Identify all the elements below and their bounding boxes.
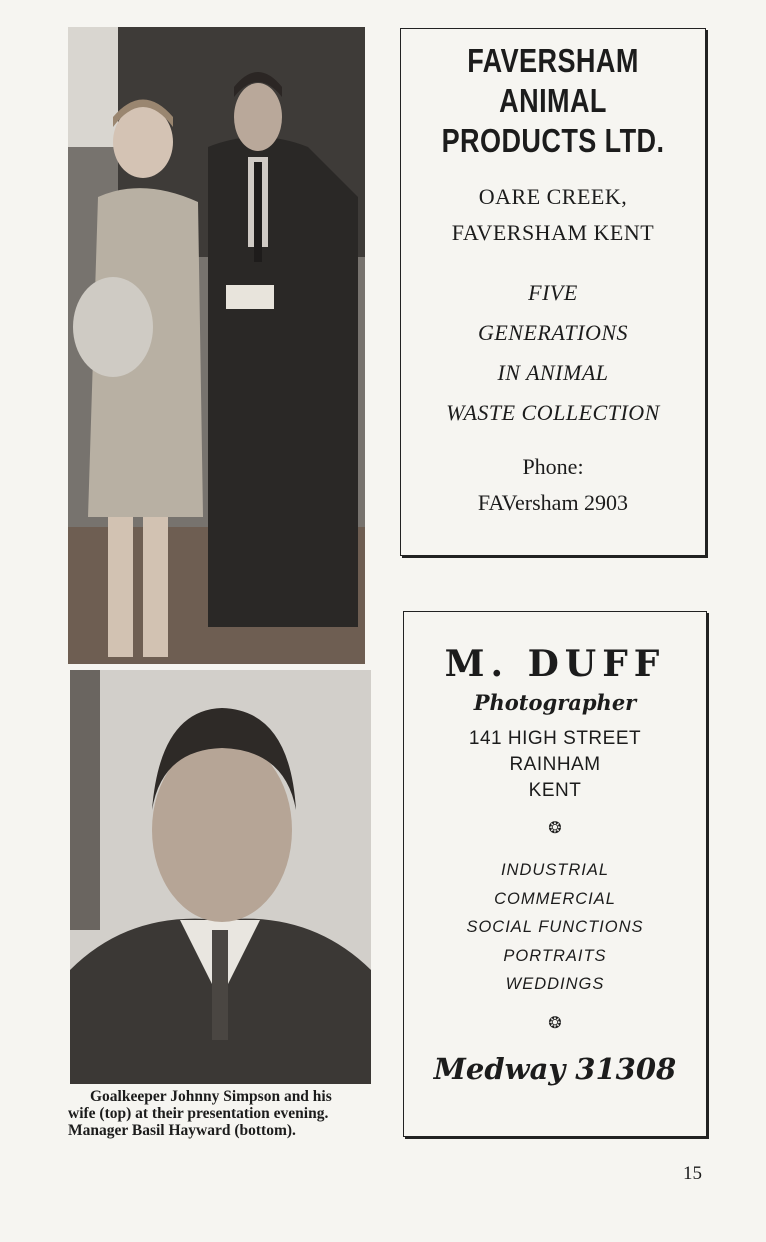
ad-faversham-title-line-2: ANIMAL bbox=[499, 82, 607, 119]
ad-faversham-slogan-line-4: WASTE COLLECTION bbox=[446, 400, 660, 425]
caption-line-2: wife (top) at their presentation evening. bbox=[68, 1105, 329, 1122]
ad-faversham-address-line-2: FAVERSHAM KENT bbox=[451, 220, 655, 245]
photo-manager-portrait bbox=[70, 670, 371, 1084]
ad-duff-phone: Medway 31308 bbox=[433, 1051, 677, 1086]
ad-faversham-address bbox=[401, 179, 705, 251]
ad-duff-name: M. DUFF bbox=[444, 643, 666, 685]
caption-line-3: Manager Basil Hayward (bottom). bbox=[68, 1122, 296, 1139]
ad-duff-address-line-3: KENT bbox=[528, 780, 582, 801]
ad-faversham-slogan-line-2: GENERATIONS bbox=[477, 320, 629, 345]
ad-faversham-title-line-1: FAVERSHAM bbox=[467, 42, 639, 79]
photo-couple-drawing bbox=[68, 27, 365, 664]
ad-duff-service-5: WEDDINGS bbox=[505, 975, 605, 993]
ad-duff-service-2: COMMERCIAL bbox=[494, 889, 616, 908]
ad-faversham-slogan bbox=[401, 273, 705, 433]
ad-faversham-animal-products bbox=[400, 28, 706, 556]
ad-faversham-title-line-3: PRODUCTS LTD. bbox=[441, 122, 665, 159]
ad-faversham-address-line-1: OARE CREEK, bbox=[478, 184, 628, 209]
ad-duff-services bbox=[404, 856, 706, 999]
photo-couple-presentation bbox=[68, 27, 365, 664]
ad-faversham-phone-number: FAVersham 2903 bbox=[477, 490, 629, 515]
ad-duff-service-4: PORTRAITS bbox=[503, 946, 607, 965]
ad-duff-address-line-1: 141 HIGH STREET bbox=[468, 728, 642, 749]
ad-duff-service-3: SOCIAL FUNCTIONS bbox=[466, 918, 644, 936]
ad-faversham-slogan-line-1: FIVE bbox=[528, 280, 578, 305]
ad-duff-address bbox=[404, 726, 706, 804]
ad-faversham-phone-label: Phone: bbox=[522, 454, 584, 479]
page-number: 15 bbox=[683, 1163, 702, 1184]
ad-duff-service-1: INDUSTRIAL bbox=[500, 861, 610, 879]
ad-faversham-slogan-line-3: IN ANIMAL bbox=[497, 360, 609, 385]
ad-faversham-title bbox=[428, 41, 677, 161]
caption-line-1: Goalkeeper Johnny Simpson and his bbox=[90, 1088, 332, 1105]
photo-caption bbox=[68, 1088, 380, 1139]
ad-duff-address-line-2: RAINHAM bbox=[509, 754, 601, 775]
ad-m-duff-photographer bbox=[403, 611, 707, 1137]
ad-duff-bullet-icon-2: ❂ bbox=[548, 1012, 562, 1032]
ad-duff-subtitle: Photographer bbox=[473, 690, 637, 715]
ad-duff-bullet-icon: ❂ bbox=[548, 818, 562, 837]
photo-manager-drawing bbox=[70, 670, 371, 1084]
ad-faversham-phone bbox=[401, 449, 705, 521]
